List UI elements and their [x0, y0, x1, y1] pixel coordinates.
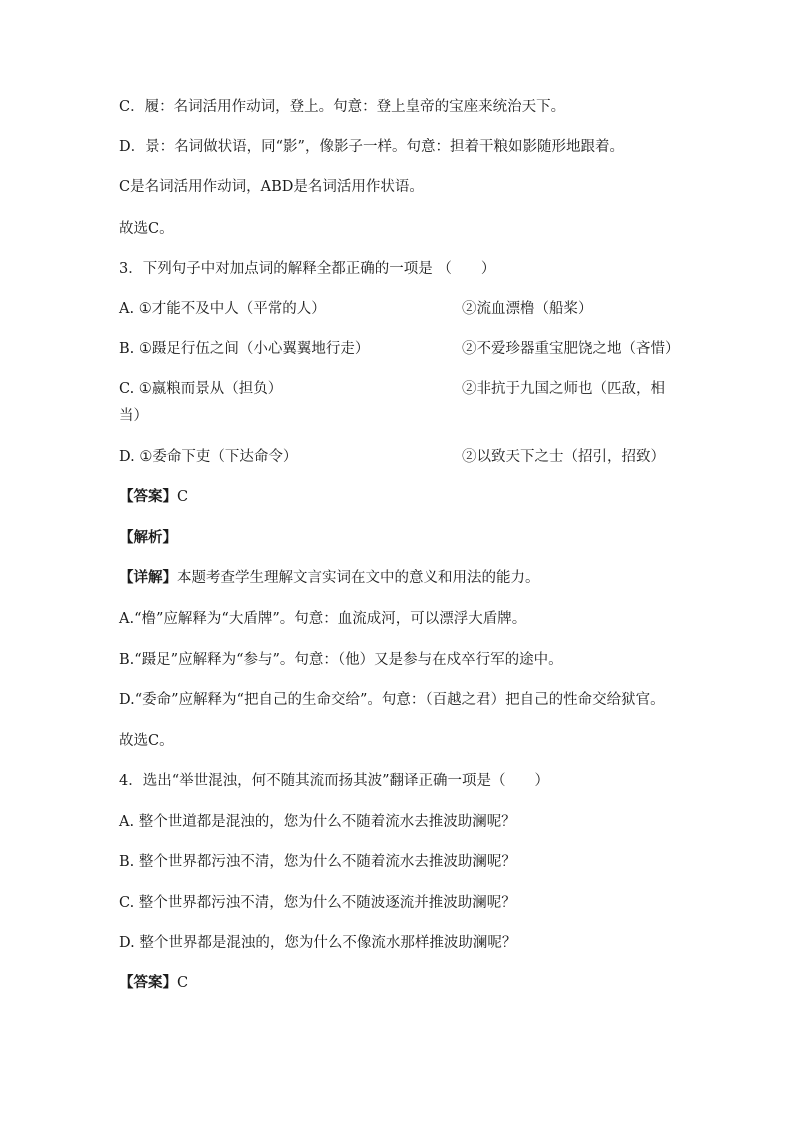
q3-explanation-a: A.“橹”应解释为“大盾牌”。句意：血流成河，可以漂浮大盾牌。 [119, 611, 527, 627]
q3-analysis-label: 【解析】 [119, 529, 177, 546]
summary-line: C是名词活用作动词，ABD是名词活用作状语。 [119, 179, 424, 195]
q4-option-c: C. 整个世界都污浊不清，您为什么不随波逐流并推波助澜呢？ [119, 895, 516, 911]
q3-option-c-right: ②非抗于九国之师也（匹敌，相 [462, 381, 665, 397]
q3-option-c-continuation: 当） [119, 408, 148, 424]
q3-option-a-left: A. ①才能不及中人（平常的人） [119, 301, 326, 317]
q3-explanation-d: D.“委命”应解释为“把自己的生命交给”。句意：（百越之君）把自己的性命交给狱官。 [119, 692, 665, 708]
q4-answer [119, 973, 188, 993]
q4-option-a: A. 整个世道都是混浊的，您为什么不随着流水去推波助澜呢？ [119, 814, 516, 830]
q3-answer-label: 【答案】 [119, 488, 177, 505]
q3-detail-label: 【详解】 [119, 569, 177, 586]
option-d-explanation: D．景：名词做状语，同“影”，像影子一样。句意：担着干粮如影随形地跟着。 [119, 139, 624, 155]
q4-answer-label: 【答案】 [119, 974, 177, 991]
q3-answer [119, 487, 188, 507]
q4-option-b: B. 整个世界都污浊不清，您为什么不随着流水去推波助澜呢？ [119, 854, 516, 870]
q3-option-a-right: ②流血漂橹（船桨） [462, 301, 593, 317]
q3-detail-text: 本题考查学生理解文言实词在文中的意义和用法的能力。 [177, 570, 540, 586]
q3-explanation-b: B.“蹑足”应解释为“参与”。句意：（他）又是参与在戍卒行军的途中。 [119, 652, 563, 668]
option-c-explanation: C．履：名词活用作动词，登上。句意：登上皇帝的宝座来统治天下。 [119, 99, 566, 115]
q3-conclusion: 故选C。 [119, 733, 174, 749]
q3-option-d-left: D. ①委命下吏（下达命令） [119, 449, 298, 465]
q3-answer-value: C [177, 489, 189, 505]
q3-detail [119, 568, 540, 588]
q3-option-c-left: C. ①嬴粮而景从（担负） [119, 381, 283, 397]
q4-option-d: D. 整个世界都是混浊的，您为什么不像流水那样推波助澜呢？ [119, 935, 517, 951]
q4-stem: 4．选出“举世混浊，何不随其流而扬其波”翻译正确一项是（ ） [119, 773, 550, 789]
q3-option-b-left: B. ①蹑足行伍之间（小心翼翼地行走） [119, 341, 370, 357]
previous-conclusion: 故选C。 [119, 221, 174, 237]
q3-option-b-right: ②不爱珍器重宝肥饶之地（吝惜） [462, 341, 680, 357]
q3-stem: 3．下列句子中对加点词的解释全都正确的一项是 （ ） [119, 261, 496, 277]
q4-answer-value: C [177, 975, 189, 991]
q3-option-d-right: ②以致天下之士（招引，招致） [462, 449, 665, 465]
